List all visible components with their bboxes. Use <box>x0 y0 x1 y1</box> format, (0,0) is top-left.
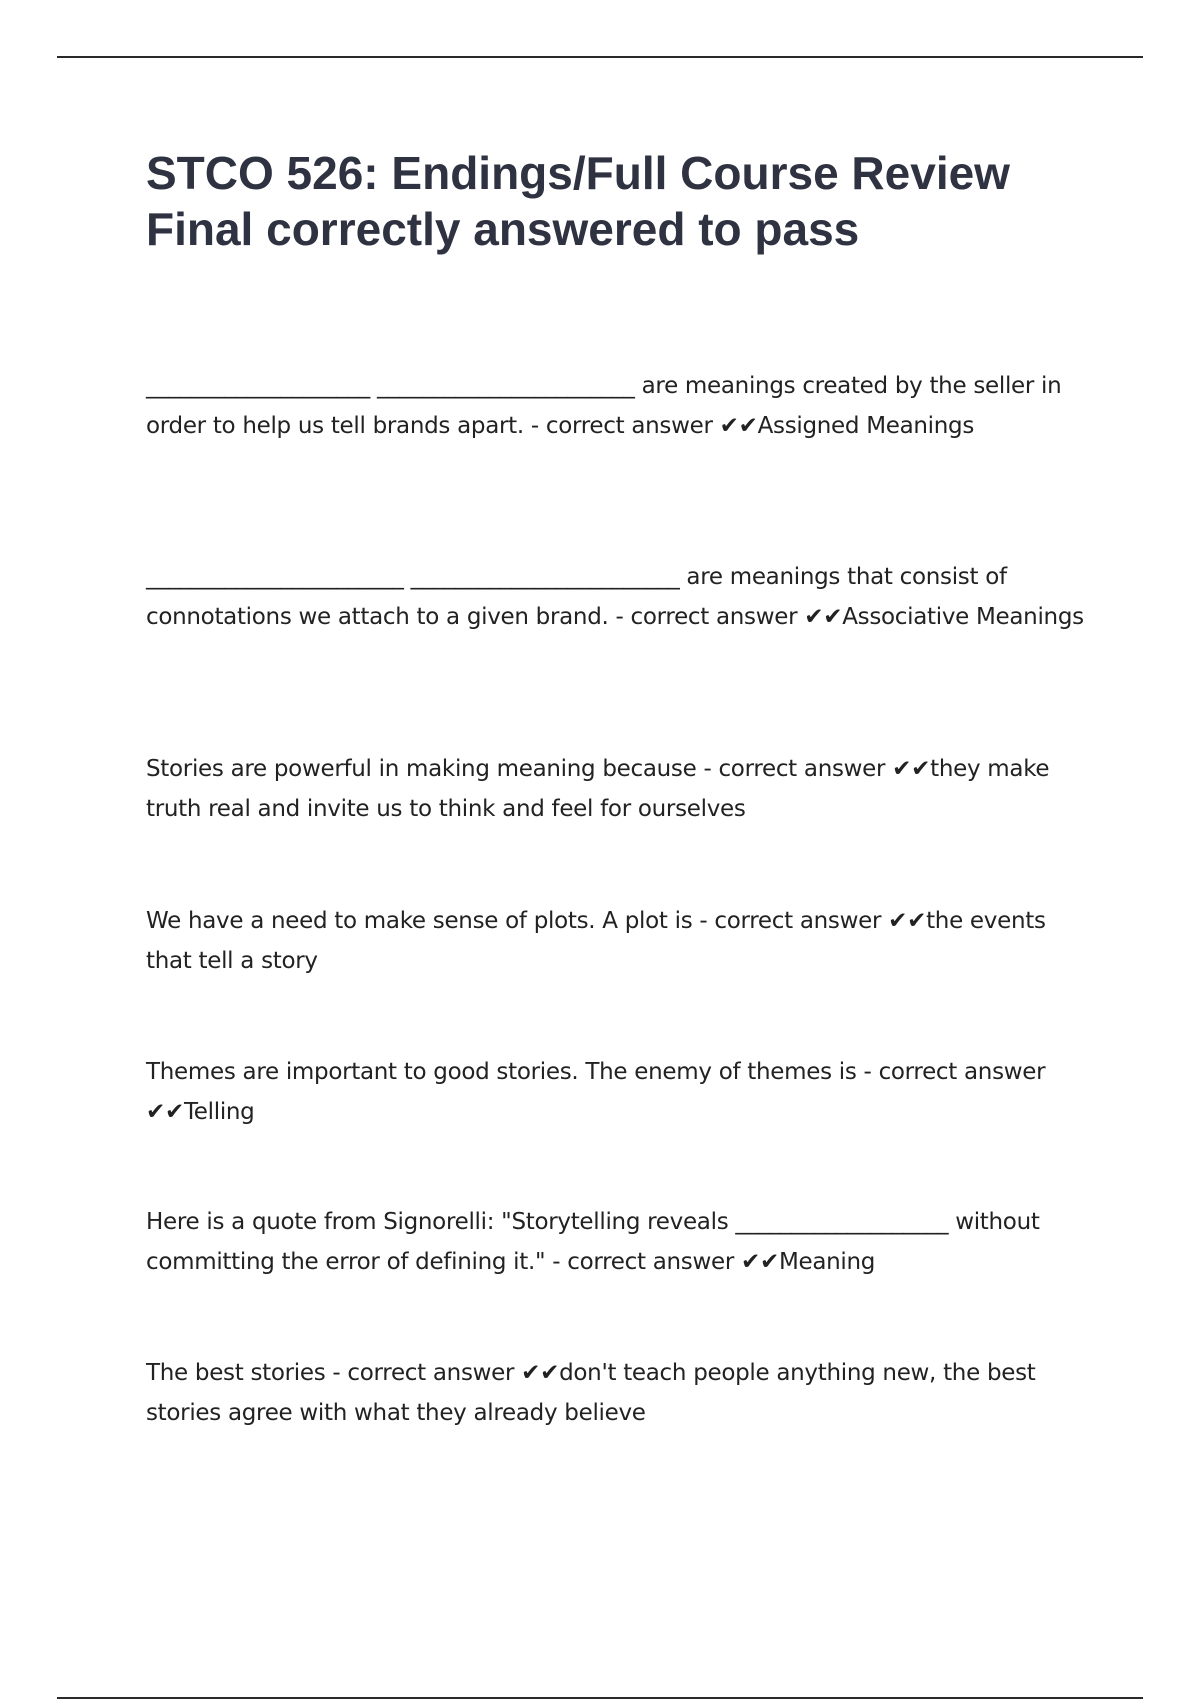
qa-item: ____________________ _______________________ are meanings created by the seller in order to help us tell brands apart. - correct answer ✔✔Assigned Meanings <box>146 373 1062 439</box>
qa-item: Stories are powerful in making meaning because - correct answer ✔✔they make truth real and invite us to think and feel for ourselves <box>146 756 1050 822</box>
qa-item: Here is a quote from Signorelli: "Storytelling reveals ___________________ without committing the error of defining it." - correct answer ✔✔Meaning <box>146 1209 1040 1275</box>
bottom-divider <box>57 1697 1143 1699</box>
qa-item: We have a need to make sense of plots. A plot is - correct answer ✔✔the events that tell a story <box>146 908 1046 974</box>
qa-item: _______________________ ________________________ are meanings that consist of connotations we attach to a given brand. - correct answer ✔✔Associative Meanings <box>146 564 1084 630</box>
qa-item: The best stories - correct answer ✔✔don't teach people anything new, the best stories agree with what they already believe <box>146 1360 1036 1426</box>
top-divider <box>57 56 1143 58</box>
document-title: STCO 526: Endings/Full Course Review Final correctly answered to pass <box>146 147 1010 255</box>
qa-item: Themes are important to good stories. The enemy of themes is - correct answer ✔✔Telling <box>146 1059 1046 1125</box>
